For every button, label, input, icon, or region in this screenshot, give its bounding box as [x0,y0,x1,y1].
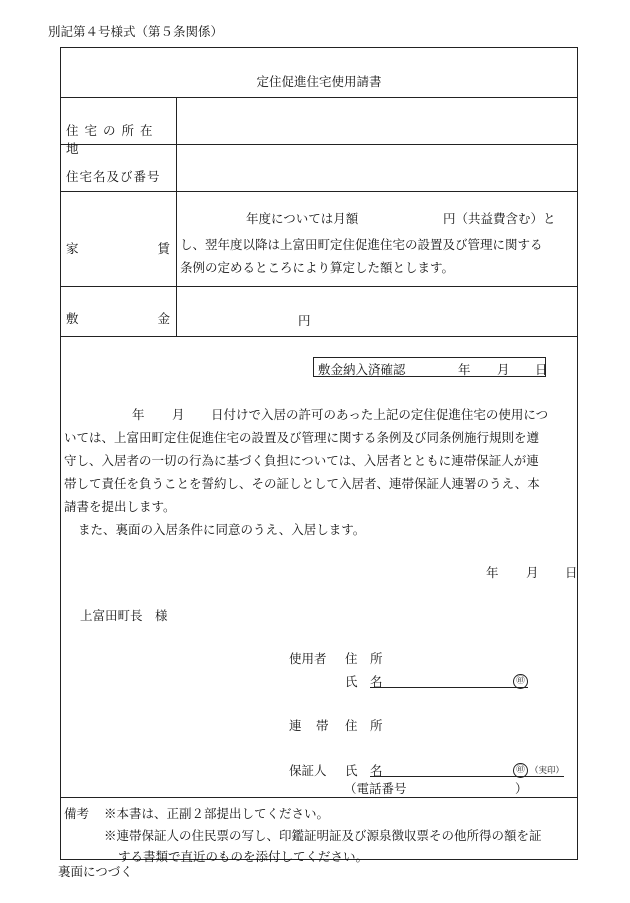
pledge-text: いては、上富田町定住促進住宅の設置及び管理に関する条例及び同条例施行規則を遵 [64,430,540,445]
confirmation-year: 年 [458,362,471,377]
divider [60,336,578,337]
user-name-char: 氏 [345,674,358,689]
name-label: 住宅名及び番号 [66,169,161,184]
note-item: する書類で直近のものを添付してください。 [118,849,369,864]
sign-day: 日 [565,565,578,580]
guarantor-name-underline[interactable] [370,776,564,777]
user-name-underline[interactable] [370,687,528,688]
address-label-text: 住宅の所在地 [66,123,159,156]
phone-close: ） [515,781,528,796]
note-item: ※連帯保証人の住民票の写し、印鑑証明証及び源泉徴収票その他所得の額を証 [104,828,542,843]
confirmation-day: 日 [535,362,548,377]
divider [60,191,578,192]
pledge-date-year: 年 [132,407,145,422]
rent-label-char: 家 [66,241,79,256]
seal-note: （実印） [530,766,565,776]
divider [60,797,578,798]
guarantor-name-char: 名 [370,763,383,778]
pledge-text: 帯して責任を負うことを誓約し、その証しとして入居者、連帯保証人連署のうえ、本 [64,476,540,491]
guarantor-label-char: 連 [289,718,302,733]
user-address-char: 所 [370,651,383,666]
guarantor-address-char: 所 [370,718,383,733]
continued-note: 裏面につづく [58,864,133,879]
pledge-text: 日付けで入居の許可のあった上記の定住促進住宅の使用につ [211,407,549,422]
pledge-consent: また、裏面の入居条件に同意のうえ、入居します。 [78,522,366,537]
divider [60,286,578,287]
user-name-char: 名 [370,674,383,689]
seal-icon: ㊞ [513,763,528,778]
deposit-label-char: 金 [157,311,170,326]
rent-text-line: 条例の定めるところにより算定した額とします。 [180,260,455,275]
pledge-date-month: 月 [172,407,185,422]
form-number: 別記第４号様式（第５条関係） [48,24,224,39]
rent-text-year: 年度については月額 [246,211,359,226]
pledge-text: 請書を提出します。 [64,499,176,514]
divider [60,97,578,98]
pledge-text: 守し、入居者の一切の行為に基づく負担については、入居者とともに連帯保証人が連 [64,453,539,468]
confirmation-month: 月 [497,362,510,377]
user-label: 使用者 [289,651,327,666]
addressee: 上富田町長 様 [80,608,168,623]
guarantor-label-char: 帯 [316,718,329,733]
confirmation-label: 敷金納入済確認 [318,362,406,377]
deposit-label-char: 敷 [66,311,79,326]
guarantor-seal-mark [513,760,528,778]
rent-label [66,239,170,257]
deposit-unit: 円 [298,313,311,328]
rent-text-line: し、翌年度以降は上富田町定住促進住宅の設置及び管理に関する [180,237,543,252]
deposit-label [66,309,170,327]
user-seal-mark [513,671,528,689]
sign-year: 年 [486,565,499,580]
notes-label: 備考 [64,806,90,821]
note-item: ※本書は、正副２部提出してください。 [104,806,330,821]
address-label [66,121,170,157]
guarantor-label: 保証人 [289,763,327,778]
seal-icon: ㊞ [513,674,528,689]
name-field[interactable] [180,147,574,189]
phone-label: （電話番号 [344,781,407,796]
sign-month: 月 [526,565,539,580]
guarantor-name-char: 氏 [345,763,358,778]
address-field[interactable] [180,100,574,142]
guarantor-address-char: 住 [345,718,358,733]
rent-text-amount: 円（共益費含む）と [443,211,556,226]
column-divider [176,97,177,336]
user-address-char: 住 [345,651,358,666]
form-title: 定住促進住宅使用請書 [256,74,382,89]
rent-label-char: 賃 [157,241,170,256]
